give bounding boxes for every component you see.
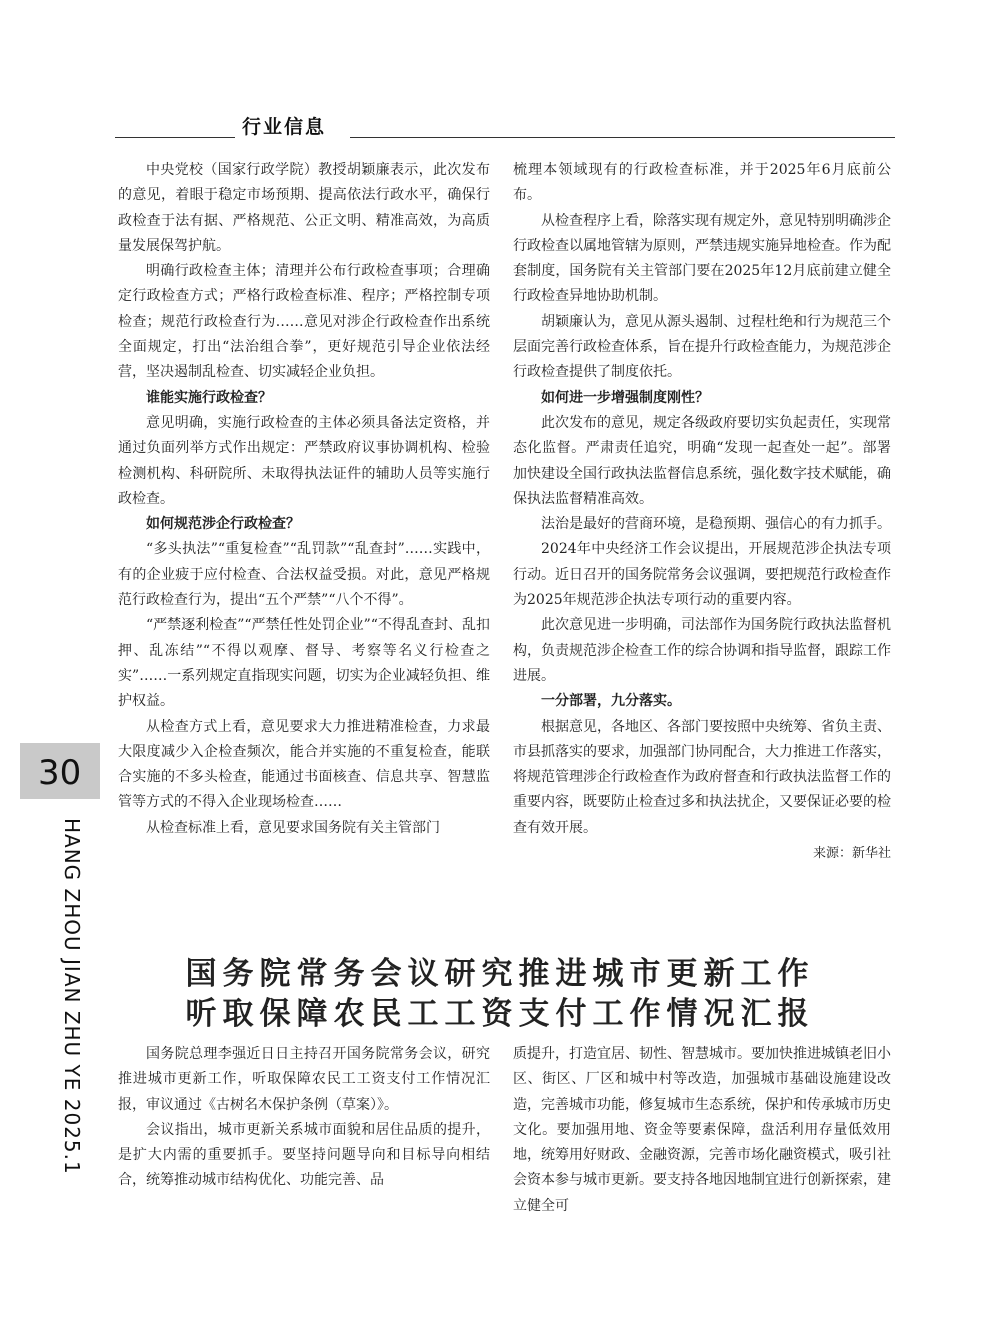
header-rule-left [115,137,235,138]
paragraph: “严禁逐利检查”“严禁任性处罚企业”“不得乱查封、乱扣押、乱冻结”“不得以观摩、督导、考察等名义行检查之实”……一系列规定直指现实问题，切实为企业减轻负担、维护权益。 [118,617,490,710]
paragraph: 此次发布的意见，规定各级政府要切实负起责任，实现常态化监督。严肃责任追究，明确“发现一起查处一起”。部署加快建设全国行政执法监督信息系统，强化数字技术赋能，确保执法监督精准高效。 [513,414,891,507]
paragraph: 根据意见，各地区、各部门要按照中央统筹、省负主责、市县抓落实的要求，加强部门协同配合，大力推进工作落实，将规范管理涉企行政检查作为政府督查和行政执法监督工作的重要内容，既要防止检查过多和执法扰企，又要保证必要的检查有效开展。 [513,718,891,836]
paragraph: 法治是最好的营商环境，是稳预期、强信心的有力抓手。 [541,516,891,533]
page-number: 30 [38,753,82,793]
header-rule-right [350,137,895,138]
paragraph: 会议指出，城市更新关系城市面貌和居住品质的提升，是扩大内需的重要抓手。要坚持问题导向和目标导向相结合，统筹推动城市结构优化、功能完善、品 [118,1121,490,1189]
subheading: 谁能实施行政检查？ [146,389,272,406]
paragraph: 国务院总理李强近日日主持召开国务院常务会议，研究推进城市更新工作，听取保障农民工工资支付工作情况汇报，审议通过《古树名木保护条例（草案）》。 [118,1046,490,1113]
paragraph: 梳理本领域现有的行政检查标准，并于2025年6月底前公布。 [513,162,891,204]
article1-column-left [118,158,490,841]
paragraph: 中央党校（国家行政学院）教授胡颖廉表示，此次发布的意见，着眼于稳定市场预期、提高依法行政水平，确保行政检查于法有据、严格规范、公正文明、精准高效，为高质量发展保驾护航。 [118,162,490,254]
paragraph: 从检查标准上看，意见要求国务院有关主管部门 [146,819,440,836]
paragraph: 明确行政检查主体；清理并公布行政检查事项；合理确定行政检查方式；严格行政检查标准、程序；严格控制专项检查；规范行政检查行为……意见对涉企行政检查作出系统全面规定，打出“法治组合拳”，更好规范引导企业依法经营，坚决遏制乱检查、切实减轻企业负担。 [118,263,490,381]
article2-column-right [513,1042,891,1219]
paragraph: 此次意见进一步明确，司法部作为国务院行政执法监督机构，负责规范涉企检查工作的综合协调和指导监督，跟踪工作进展。 [513,617,891,684]
paragraph: 从检查方式上看，意见要求大力推进精准检查，力求最大限度减少入企检查频次，能合并实施的不重复检查，能联合实施的不多头检查，能通过书面核查、信息共享、智慧监管等方式的不得入企业现场检查…… [118,718,490,811]
journal-name-vertical: HANG ZHOU JIAN ZHU YE 2025.1 [60,818,84,1175]
subheading: 如何规范涉企行政检查？ [146,516,300,533]
paragraph: “多头执法”“重复检查”“乱罚款”“乱查封”……实践中，有的企业疲于应付检查、合法权益受损。对此，意见严格规范行政检查行为，提出“五个严禁”“八个不得”。 [118,541,490,609]
paragraph: 从检查程序上看，除落实现有规定外，意见特别明确涉企行政检查以属地管辖为原则，严禁违规实施异地检查。作为配套制度，国务院有关主管部门要在2025年12月底前建立健全行政检查异地协助机制。 [513,212,891,305]
section-title: 行业信息 [242,116,327,138]
paragraph: 意见明确，实施行政检查的主体必须具备法定资格，并通过负面列举方式作出规定：严禁政府议事协调机构、检验检测机构、科研院所、未取得执法证件的辅助人员等实施行政检查。 [118,414,490,507]
article2-title-line1: 国务院常务会议研究推进城市更新工作 [185,956,815,992]
subheading: 如何进一步增强制度刚性？ [541,389,709,406]
article1-column-right [513,158,891,866]
paragraph: 胡颖廉认为，意见从源头遏制、过程杜绝和行为规范三个层面完善行政检查体系，旨在提升行政检查能力，为规范涉企行政检查提供了制度依托。 [513,313,891,381]
paragraph: 2024年中央经济工作会议提出，开展规范涉企执法专项行动。近日召开的国务院常务会议强调，要把规范行政检查作为2025年规范涉企执法专项行动的重要内容。 [513,541,891,609]
source-credit: 来源：新华社 [812,846,891,862]
paragraph: 质提升，打造宜居、韧性、智慧城市。要加快推进城镇老旧小区、街区、厂区和城中村等改造，加强城市基础设施建设改造，完善城市功能，修复城市生态系统，保护和传承城市历史文化。要加强用地、资金等要素保障，盘活利用存量低效用地，统筹用好财政、金融资源，完善市场化融资模式，吸引社会资本参与城市更新。要支持各地因地制宜进行创新探索，建立健全可 [513,1046,891,1214]
article2-column-left [118,1042,490,1194]
article2-title-line2: 听取保障农民工工资支付工作情况汇报 [185,996,815,1032]
subheading: 一分部署，九分落实。 [541,693,681,710]
